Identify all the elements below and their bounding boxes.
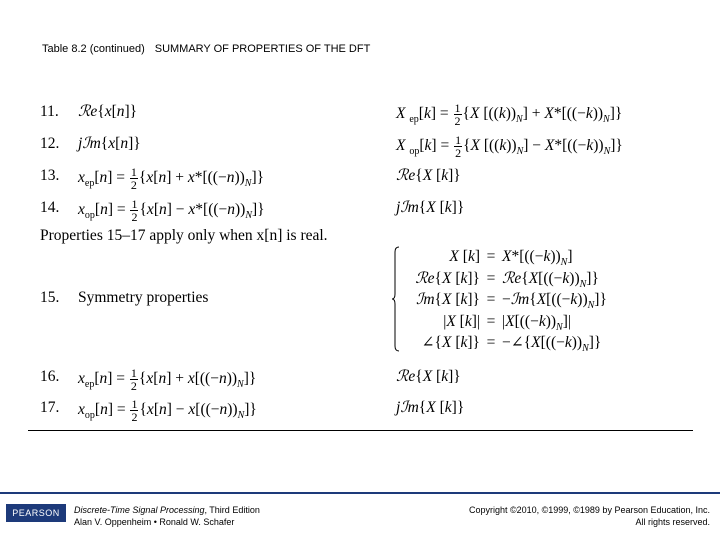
table-heading: SUMMARY OF PROPERTIES OF THE DFT: [154, 43, 371, 55]
property-rhs: ℛe{X [k]}: [396, 368, 461, 385]
property-rhs: jℐm{X [k]}: [396, 199, 465, 216]
book-authors: Alan V. Oppenheim • Ronald W. Schafer: [74, 517, 235, 527]
property-lhs: $x_{ep}[n]$ = $\frac{1}{2}$ $\{x[n] + x[((-n))_N]\}$: [78, 366, 257, 393]
table-bottom-rule: [28, 430, 693, 431]
row-number: 17.: [40, 399, 60, 416]
property-lhs: $x_{ep}[n]$ = $\frac{1}{2}$ $\{x[n] + x*[((-n))_N]\}$: [78, 165, 265, 192]
table-title: [42, 43, 370, 55]
row-number: 11.: [40, 103, 59, 120]
left-brace: [392, 246, 400, 352]
symmetry-eq-3: ℐm{X $[k]\} = -ℐm\{X[((-k))_N]\}$: [416, 291, 607, 312]
table-label: Table 8.2 (continued): [42, 43, 145, 55]
book-citation: [74, 504, 260, 528]
property-lhs: $x_{op}[n]$ = $\frac{1}{2}$ $\{x[n] - x[((-n))_N]\}$: [78, 397, 257, 424]
row-number: 13.: [40, 167, 60, 184]
symmetry-label: Symmetry properties: [78, 289, 209, 306]
slide-footer: [0, 492, 720, 540]
property-lhs: ℛe{x[n]}: [78, 103, 138, 120]
row-number: 12.: [40, 135, 60, 152]
footer-divider: [0, 492, 720, 494]
copyright-notice: [469, 504, 710, 528]
property-rhs: jℐm{X [k]}: [396, 399, 465, 416]
row-number: 14.: [40, 199, 60, 216]
pearson-logo: PEARSON: [6, 504, 66, 522]
book-title: Discrete-Time Signal Processing: [74, 505, 205, 515]
copyright-text: Copyright ©2010, ©1999, ©1989 by Pearson Education, Inc.: [468, 505, 710, 515]
symmetry-eq-2: ℛe{X $[k]\} = ℛe\{X[((-k))_N]\}$: [415, 269, 599, 290]
rights-text: All rights reserved.: [635, 517, 710, 527]
symmetry-eq-5: ∠{X $[k]\} = -\angle\{X[((-k))_N]\}$: [421, 334, 602, 355]
property-rhs: X $_{op}$[k] = $\frac{1}{2}$ {X $[((k))_N] - X*[((-k))_N]$}: [396, 133, 623, 160]
symmetry-equations: [408, 246, 607, 354]
property-rhs: X $_{ep}$[k] = $\frac{1}{2}$ {X $[((k))_N] + X*[((-k))_N]$}: [396, 101, 623, 128]
row-number: 16.: [40, 368, 60, 385]
property-lhs: $x_{op}[n]$ = $\frac{1}{2}$ $\{x[n] - x*[((-n))_N]\}$: [78, 197, 265, 224]
property-lhs: jℐm{x[n]}: [78, 135, 141, 152]
book-edition: , Third Edition: [204, 505, 260, 515]
symmetry-eq-4: |X $[k]| = |X[((-k))_N]|$: [443, 312, 571, 333]
property-rhs: ℛe{X [k]}: [396, 167, 461, 184]
symmetry-eq-1: X $[k] = X*[((-k))_N]$: [449, 248, 573, 269]
row-number: 15.: [40, 289, 60, 306]
real-signal-note: Properties 15–17 apply only when x[n] is real.: [40, 227, 328, 244]
